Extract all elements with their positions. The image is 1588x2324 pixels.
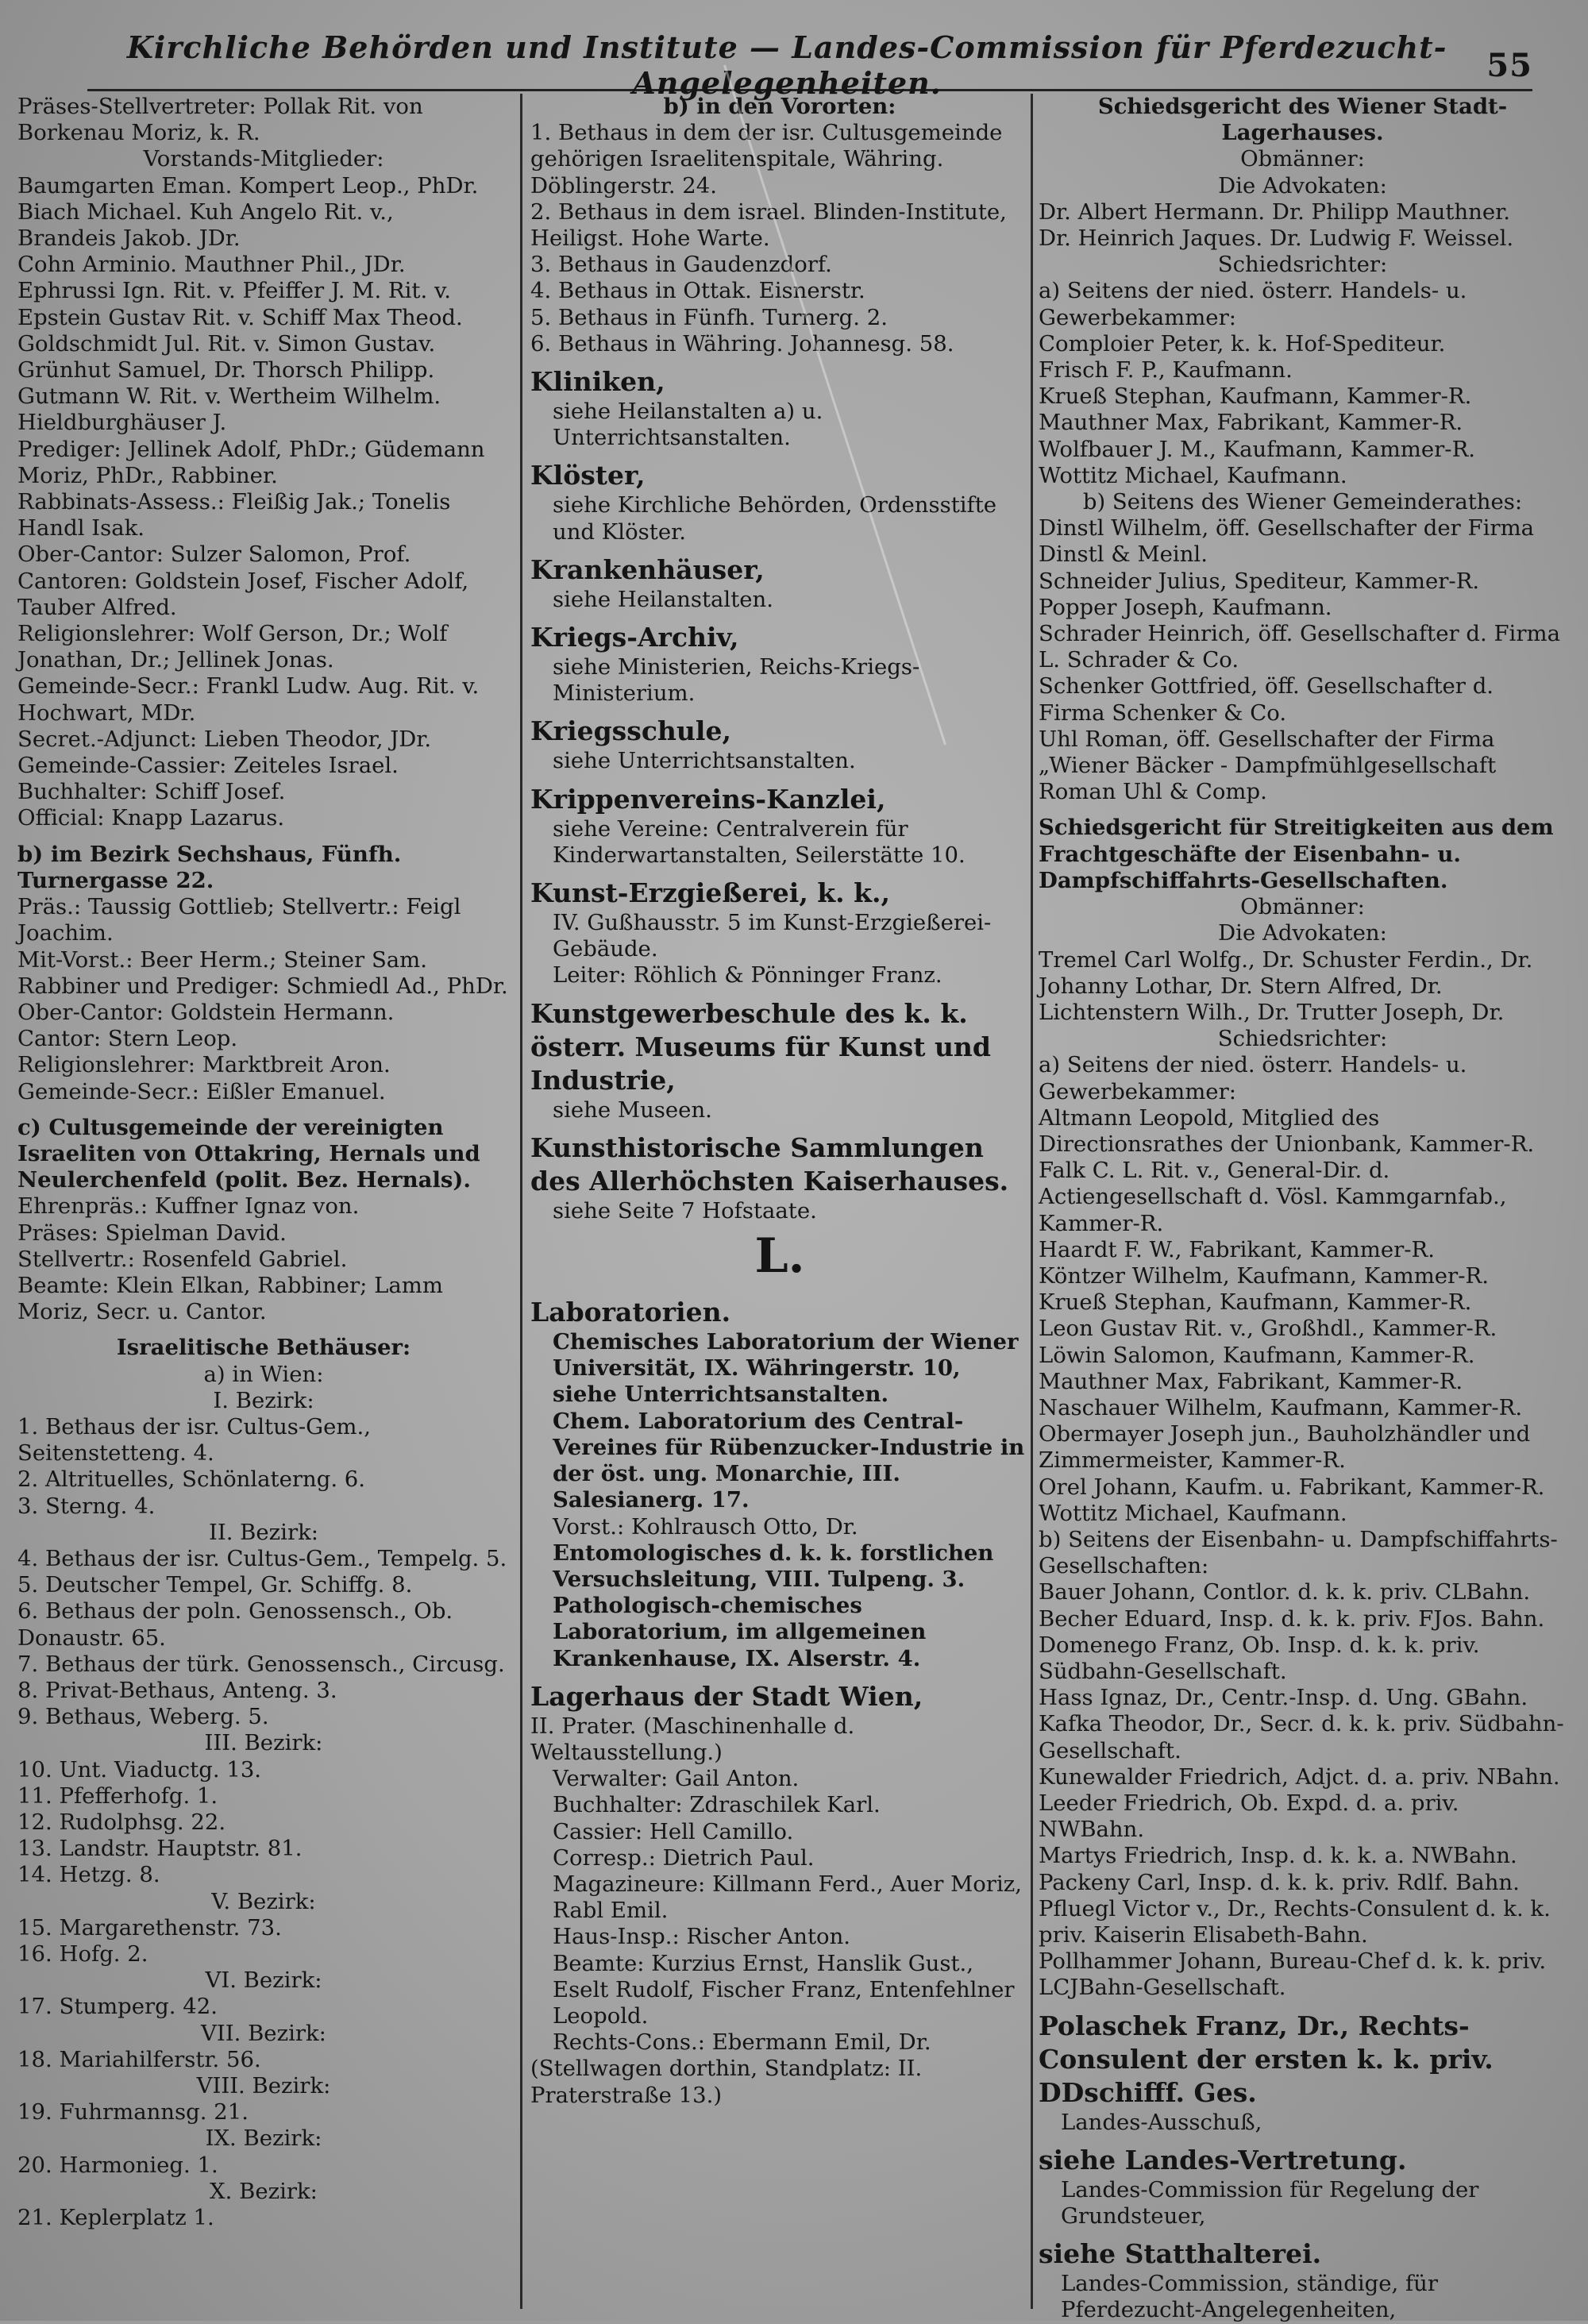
section-heading: c) Cultusgemeinde der vereinigten Israeliten von Ottakring, Hernals und Neulerchenfeld (polit. Bez. Hernals). (17, 1114, 480, 1193)
text-line: Pollhammer Johann, Bureau-Chef d. k. k. priv. LCJBahn-Gesellschaft. (1039, 1948, 1547, 2001)
cross-reference: siehe Unterrichtsanstalten. (553, 748, 856, 774)
column-middle (530, 94, 1029, 2309)
district-heading: II. Bezirk: (208, 1519, 319, 1545)
text-line: Stellvertr.: Rosenfeld Gabriel. (17, 1246, 348, 1272)
text-line: Grünhut Samuel, Dr. Thorsch Philipp. (17, 357, 435, 383)
list-item: 5. Deutscher Tempel, Gr. Schiffg. 8. (17, 1572, 413, 1598)
sub-entry: Chem. Laboratorium des Central-Vereines für Rübenzucker-Industrie in der öst. ung. Monarchie, III. Salesianerg. 17. (553, 1408, 1025, 1513)
text-line: Krueß Stephan, Kaufmann, Kammer-R. (1039, 1289, 1472, 1316)
subsection-heading: Schiedsrichter: (1217, 1026, 1388, 1052)
text-line: Schneider Julius, Spediteur, Kammer-R. (1039, 568, 1480, 594)
list-item: 7. Bethaus der türk. Genossensch., Circusg. (17, 1651, 505, 1677)
entry-heading: siehe Landes-Vertretung. (1039, 2144, 1407, 2176)
district-heading: I. Bezirk: (213, 1387, 314, 1413)
text-line: Cassier: Hell Camillo. (553, 1818, 794, 1844)
text-line: Cohn Arminio. Mauthner Phil., JDr. (17, 252, 406, 278)
text-line: Präses-Stellvertreter: Pollak Rit. von Borkenau Moriz, k. R. (17, 94, 423, 146)
entry-heading: Laboratorien. (530, 1297, 731, 1328)
text-line: Bauer Johann, Contlor. d. k. k. priv. CLBahn. (1039, 1579, 1531, 1605)
text-line: Rabbiner und Prediger: Schmiedl Ad., PhDr. (17, 973, 508, 999)
text-line: Hass Ignaz, Dr., Centr.-Insp. d. Ung. GBahn. (1039, 1685, 1528, 1711)
list-item: 5. Bethaus in Fünfh. Turnerg. 2. (530, 304, 888, 330)
text-line: Naschauer Wilhelm, Kaufmann, Kammer-R. (1039, 1394, 1523, 1420)
text-line: Köntzer Wilhelm, Kaufmann, Kammer-R. (1039, 1262, 1489, 1289)
entry-heading: Krankenhäuser, (530, 553, 765, 585)
text-line: Orel Johann, Kaufm. u. Fabrikant, Kammer-R. (1039, 1474, 1545, 1500)
text-line: Beamte: Klein Elkan, Rabbiner; Lamm Moriz, Secr. u. Cantor. (17, 1272, 443, 1325)
sub-entry: Pathologisch-chemisches Laboratorium, im allgemeinen Krankenhause, IX. Alserstr. 4. (553, 1593, 927, 1671)
list-item: 12. Rudolphsg. 22. (17, 1809, 226, 1835)
subsection-heading: Obmänner: (1240, 894, 1365, 920)
text-line: Leiter: Röhlich & Pönninger Franz. (553, 962, 942, 989)
list-item: 18. Mariahilferstr. 56. (17, 2046, 261, 2072)
text-line: Tremel Carl Wolfg., Dr. Schuster Ferdin., Dr. (1039, 946, 1533, 973)
district-heading: VI. Bezirk: (205, 1967, 322, 1994)
text-line: Mit-Vorst.: Beer Herm.; Steiner Sam. (17, 946, 428, 973)
entry-heading: Klöster, (530, 460, 646, 491)
text-line: Ober-Cantor: Goldstein Hermann. (17, 999, 395, 1025)
text-line: Brandeis Jakob. JDr. (17, 225, 241, 252)
cross-reference: siehe Kirchliche Behörden, Ordensstifte und Klöster. (553, 492, 997, 545)
text-line: Rabbinats-Assess.: Fleißig Jak.; Tonelis Handl Isak. (17, 489, 451, 541)
entry-heading: Kliniken, (530, 366, 665, 398)
text-line: Haardt F. W., Fabrikant, Kammer-R. (1039, 1236, 1435, 1262)
text-line: Religionslehrer: Marktbreit Aron. (17, 1052, 391, 1078)
text-line: Buchhalter: Zdraschilek Karl. (553, 1792, 881, 1818)
page-number: 55 (1486, 46, 1532, 84)
text-line: Dinstl Wilhelm, öff. Gesellschafter der Firma Dinstl & Meinl. (1039, 515, 1535, 568)
text-line: Becher Eduard, Insp. d. k. k. priv. FJos. Bahn. (1039, 1605, 1545, 1632)
text-line: Schrader Heinrich, öff. Gesellschafter d. Firma L. Schrader & Co. (1039, 621, 1560, 673)
text-line: Haus-Insp.: Rischer Anton. (553, 1924, 851, 1950)
text-line: Dr. Heinrich Jaques. Dr. Ludwig F. Weissel. (1039, 225, 1514, 252)
text-line: Uhl Roman, öff. Gesellschafter der Firma „Wiener Bäcker - Dampfmühlgesellschaft Roman Uhl & Comp. (1039, 726, 1497, 805)
district-heading: III. Bezirk: (204, 1730, 323, 1756)
cross-reference: siehe Museen. (553, 1096, 712, 1123)
cross-reference: siehe Ministerien, Reichs-Kriegs-Ministerium. (553, 654, 920, 707)
cross-reference: siehe Vereine: Centralverein für Kinderwartanstalten, Seilerstätte 10. (553, 815, 966, 868)
subsection-heading: Schiedsrichter: (1217, 252, 1388, 278)
list-item: 3. Sterng. 4. (17, 1493, 156, 1519)
text-line: a) Seitens der nied. österr. Handels- u. Gewerbekammer: (1039, 1052, 1467, 1104)
district-heading: VII. Bezirk: (201, 2020, 326, 2046)
text-line: Comploier Peter, k. k. Hof-Spediteur. (1039, 330, 1446, 357)
text-line: II. Prater. (Maschinenhalle d. Weltausstellung.) (530, 1713, 855, 1765)
text-line: Prediger: Jellinek Adolf, PhDr.; Güdemann Moriz, PhDr., Rabbiner. (17, 436, 485, 488)
subsection-heading: Die Advokaten: (1218, 172, 1387, 198)
text-line: Lichtenstern Wilh., Dr. Trutter Joseph, Dr. (1039, 999, 1505, 1025)
list-item: 17. Stumperg. 42. (17, 1994, 218, 2020)
text-line: Mauthner Max, Fabrikant, Kammer-R. (1039, 1368, 1463, 1394)
list-item: 6. Bethaus der poln. Genossensch., Ob. Donaustr. 65. (17, 1598, 453, 1651)
subsection-heading: Obmänner: (1240, 146, 1365, 172)
entry-heading: Kriegs-Archiv, (530, 622, 739, 653)
text-line: Schenker Gottfried, öff. Gesellschafter d. Firma Schenker & Co. (1039, 673, 1494, 726)
text-line: Official: Knapp Lazarus. (17, 805, 285, 831)
text-line: Gemeinde-Secr.: Eißler Emanuel. (17, 1078, 386, 1104)
entry-heading: siehe Statthalterei. (1039, 2238, 1322, 2270)
column-left (17, 94, 510, 2309)
text-line: Präses: Spielman David. (17, 1220, 287, 1246)
district-heading: V. Bezirk: (211, 1888, 316, 1914)
list-item: 1. Bethaus der isr. Cultus-Gem., Seitenstetteng. 4. (17, 1413, 371, 1466)
text-line: Cantoren: Goldstein Josef, Fischer Adolf, Tauber Alfred. (17, 568, 469, 620)
text-line: Obermayer Joseph jun., Bauholzhändler und Zimmermeister, Kammer-R. (1039, 1421, 1531, 1474)
sub-entry: Entomologisches d. k. k. forstlichen Versuchsleitung, VIII. Tulpeng. 3. (553, 1540, 994, 1592)
cross-reference: Landes-Ausschuß, (1061, 2109, 1262, 2135)
section-heading: b) in den Vororten: (663, 94, 896, 119)
text-line: (Stellwagen dorthin, Standplatz: II. Praterstraße 13.) (530, 2056, 923, 2108)
text-line: Martys Friedrich, Insp. d. k. k. a. NWBahn. (1039, 1843, 1517, 1869)
text-line: Leon Gustav Rit. v., Großhdl., Kammer-R. (1039, 1316, 1497, 1342)
running-header (87, 29, 1532, 101)
text-line: b) Seitens der Eisenbahn- u. Dampfschiffahrts-Gesellschaften: (1039, 1526, 1558, 1579)
district-heading: X. Bezirk: (210, 2178, 318, 2204)
text-line: Präs.: Taussig Gottlieb; Stellvertr.: Feigl Joachim. (17, 894, 461, 946)
entry-heading: Kriegsschule, (530, 715, 731, 747)
column-divider (1031, 94, 1033, 2309)
cross-reference: Landes-Commission, ständige, für Pferdezucht-Angelegenheiten, (1061, 2271, 1439, 2323)
entry-heading: Kunst-Erzgießerei, k. k., (530, 877, 890, 909)
cross-reference: siehe Seite 7 Hofstaate. (553, 1197, 817, 1224)
header-title: Kirchliche Behörden und Institute — Landes-Commission für Pferdezucht-Angelegenheiten. (126, 29, 1447, 101)
entry-heading: Polaschek Franz, Dr., Rechts-Consulent der ersten k. k. priv. DDschifff. Ges. (1039, 2010, 1494, 2108)
text-line: Frisch F. P., Kaufmann. (1039, 357, 1293, 383)
list-item: 3. Bethaus in Gaudenzdorf. (530, 252, 832, 278)
text-line: Leeder Friedrich, Ob. Expd. d. a. priv. NWBahn. (1039, 1790, 1459, 1843)
subsection-heading: a) in Wien: (203, 1361, 324, 1387)
sub-entry: Chemisches Laboratorium der Wiener Universität, IX. Währingerstr. 10, siehe Unterrichtsanstalten. (553, 1329, 1019, 1408)
text-line: Baumgarten Eman. Kompert Leop., PhDr. (17, 172, 479, 198)
list-item: 20. Harmonieg. 1. (17, 2152, 218, 2178)
text-line: Gemeinde-Secr.: Frankl Ludw. Aug. Rit. v. Hochwart, MDr. (17, 673, 480, 726)
entry-heading: Lagerhaus der Stadt Wien, (530, 1680, 923, 1712)
cross-reference: siehe Heilanstalten. (553, 586, 773, 612)
text-line: Packeny Carl, Insp. d. k. k. priv. Rdlf. Bahn. (1039, 1869, 1520, 1895)
text-line: Dr. Albert Hermann. Dr. Philipp Mauthner. (1039, 198, 1510, 225)
text-line: Hieldburghäuser J. (17, 410, 227, 436)
cross-reference: Landes-Commission für Regelung der Grundsteuer, (1061, 2176, 1479, 2230)
column-right (1039, 94, 1567, 2323)
text-line: Ephrussi Ign. Rit. v. Pfeiffer J. M. Rit. v. (17, 278, 451, 304)
text-line: Goldschmidt Jul. Rit. v. Simon Gustav. (17, 330, 436, 357)
text-line: Popper Joseph, Kaufmann. (1039, 594, 1332, 620)
section-heading: Vorstands-Mitglieder: (143, 146, 384, 172)
district-heading: VIII. Bezirk: (196, 2073, 331, 2099)
list-item: 10. Unt. Viaductg. 13. (17, 1756, 262, 1783)
text-line: Religionslehrer: Wolf Gerson, Dr.; Wolf Jonathan, Dr.; Jellinek Jonas. (17, 621, 448, 673)
list-item: 2. Bethaus in dem israel. Blinden-Institute, Heiligst. Hohe Warte. (530, 198, 1007, 252)
cross-reference: siehe Heilanstalten a) u. Unterrichtsanstalten. (553, 399, 823, 451)
text-line: Johanny Lothar, Dr. Stern Alfred, Dr. (1039, 973, 1443, 999)
text-line: Epstein Gustav Rit. v. Schiff Max Theod. (17, 304, 463, 330)
section-heading: Israelitische Bethäuser: (116, 1335, 411, 1361)
list-item: 9. Bethaus, Weberg. 5. (17, 1704, 269, 1730)
district-heading: IX. Bezirk: (205, 2126, 322, 2152)
text-line: Wottitz Michael, Kaufmann. (1039, 462, 1347, 488)
text-line: Secret.-Adjunct: Lieben Theodor, JDr. (17, 726, 432, 752)
text-line: Löwin Salomon, Kaufmann, Kammer-R. (1039, 1342, 1475, 1368)
text-line: Falk C. L. Rit. v., General-Dir. d. Actiengesellschaft d. Vösl. Kammgarnfab., Kammer-R. (1039, 1158, 1507, 1236)
section-heading: b) im Bezirk Sechshaus, Fünfh. Turnergasse 22. (17, 841, 402, 893)
text-line: Verwalter: Gail Anton. (553, 1766, 800, 1792)
entry-heading: Kunsthistorische Sammlungen des Allerhöchsten Kaiserhauses. (530, 1131, 1009, 1197)
list-item: 13. Landstr. Hauptstr. 81. (17, 1836, 303, 1862)
text-line: Domenego Franz, Ob. Insp. d. k. k. priv. Südbahn-Gesellschaft. (1039, 1632, 1480, 1684)
entry-heading: Schiedsgericht für Streitigkeiten aus dem Frachtgeschäfte der Eisenbahn- u. Dampfschiffahrts-Gesellschaften. (1039, 815, 1554, 893)
entry-heading: Schiedsgericht des Wiener Stadt-Lagerhauses. (1097, 94, 1508, 146)
text-line: Ober-Cantor: Sulzer Salomon, Prof. (17, 541, 411, 568)
text-line: Krueß Stephan, Kaufmann, Kammer-R. (1039, 383, 1472, 410)
column-divider (520, 94, 522, 2309)
text-line: Corresp.: Dietrich Paul. (553, 1844, 815, 1871)
text-line: Altmann Leopold, Mitglied des Directionsrathes der Unionbank, Kammer-R. (1039, 1104, 1535, 1157)
text-line: Mauthner Max, Fabrikant, Kammer-R. (1039, 410, 1463, 436)
text-line: Kafka Theodor, Dr., Secr. d. k. k. priv. Südbahn-Gesellschaft. (1039, 1711, 1564, 1763)
text-line: Wolfbauer J. M., Kaufmann, Kammer-R. (1039, 436, 1476, 462)
text-line: Buchhalter: Schiff Josef. (17, 779, 286, 805)
list-item: 19. Fuhrmannsg. 21. (17, 2099, 249, 2126)
list-item: 21. Keplerplatz 1. (17, 2205, 214, 2231)
text-line: Cantor: Stern Leop. (17, 1026, 238, 1052)
text-line: Rechts-Cons.: Ebermann Emil, Dr. (553, 2029, 931, 2056)
text-line: a) Seitens der nied. österr. Handels- u. Gewerbekammer: (1039, 278, 1467, 330)
list-item: 4. Bethaus in Ottak. Eisnerstr. (530, 278, 865, 304)
list-item: 1. Bethaus in dem der isr. Cultusgemeinde gehörigen Israelitenspitale, Währing. Döblingerstr. 24. (530, 120, 1003, 198)
text-line: Gemeinde-Cassier: Zeiteles Israel. (17, 753, 399, 779)
text-line: Gutmann W. Rit. v. Wertheim Wilhelm. (17, 383, 441, 410)
text-line: Beamte: Kurzius Ernst, Hanslik Gust., Eselt Rudolf, Fischer Franz, Entenfehlner Leopold. (553, 1950, 1015, 2029)
list-item: 15. Margarethenstr. 73. (17, 1914, 282, 1941)
entry-heading: Kunstgewerbeschule des k. k. österr. Museums für Kunst und Industrie, (530, 997, 991, 1096)
text-line: Pfluegl Victor v., Dr., Rechts-Consulent d. k. k. priv. Kaiserin Elisabeth-Bahn. (1039, 1895, 1551, 1948)
text-line: Biach Michael. Kuh Angelo Rit. v., (17, 198, 394, 225)
list-item: 6. Bethaus in Währing. Johannesg. 58. (530, 330, 954, 357)
list-item: 14. Hetzg. 8. (17, 1862, 160, 1888)
list-item: 16. Hofg. 2. (17, 1941, 148, 1967)
text-line: IV. Gußhausstr. 5 im Kunst-Erzgießerei-Gebäude. (553, 910, 992, 962)
subsection-heading: b) Seitens des Wiener Gemeinderathes: (1082, 489, 1523, 515)
entry-heading: Krippenvereins-Kanzlei, (530, 783, 886, 815)
list-item: 8. Privat-Bethaus, Anteng. 3. (17, 1677, 337, 1703)
text-line: Magazineure: Killmann Ferd., Auer Moriz, Rabl Emil. (553, 1871, 1022, 1924)
text-line: Ehrenpräs.: Kuffner Ignaz von. (17, 1193, 360, 1220)
subsection-heading: Die Advokaten: (1218, 920, 1387, 946)
letter-heading: L. (754, 1228, 805, 1285)
text-line: Vorst.: Kohlrausch Otto, Dr. (553, 1513, 858, 1540)
text-line: Kunewalder Friedrich, Adjct. d. a. priv. NBahn. (1039, 1763, 1560, 1790)
text-line: Wottitz Michael, Kaufmann. (1039, 1500, 1347, 1526)
list-item: 2. Altrituelles, Schönlaterng. 6. (17, 1466, 366, 1493)
list-item: 4. Bethaus der isr. Cultus-Gem., Tempelg. 5. (17, 1545, 507, 1571)
list-item: 11. Pfefferhofg. 1. (17, 1783, 218, 1809)
